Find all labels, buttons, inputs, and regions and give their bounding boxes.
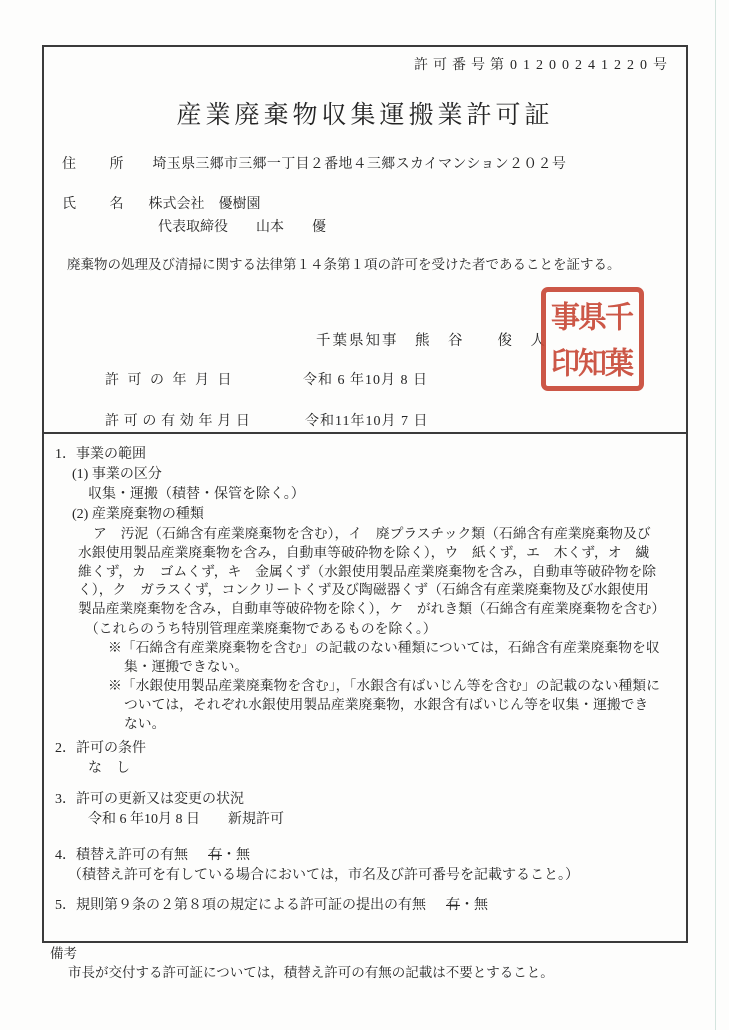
permit-date-label: 許 可 の 年 月 日 bbox=[105, 373, 234, 388]
no-option: 無 bbox=[236, 847, 250, 863]
waste-exclusion-line: （これらのうち特別管理産業廃棄物であるものを除く。） bbox=[85, 620, 437, 636]
remarks-body: 市長が交付する許可証については，積替え許可の有無の記載は不要とすること。 bbox=[68, 965, 554, 980]
section-5-line bbox=[55, 896, 662, 915]
valid-date-label: 許可の有効年月日 bbox=[105, 414, 255, 429]
renewal-status: 新規許可 bbox=[228, 811, 284, 827]
yes-option-struck: 有 bbox=[208, 847, 222, 863]
scan-edge-artifact bbox=[715, 0, 716, 1030]
permit-date-value: 令和 6 年10月 8 日 bbox=[303, 373, 428, 388]
governor-signature-line: 千葉県知事 熊 谷 俊 人 bbox=[316, 333, 547, 349]
permit-date-row bbox=[105, 369, 428, 389]
section-4-line bbox=[55, 846, 662, 865]
renewal-date: 令和 6 年10月 8 日 bbox=[88, 811, 200, 827]
valid-date-row bbox=[105, 410, 429, 430]
address-value: 埼玉県三郷市三郷一丁目２番地４三郷スカイマンション２０２号 bbox=[152, 157, 567, 172]
yesno-separator: ・ bbox=[222, 847, 236, 863]
section-1-1-heading: (1) 事業の区分 bbox=[72, 467, 162, 482]
permit-number-value: 第01200241220号 bbox=[490, 58, 673, 73]
representative-row: 代表取締役 山本 優 bbox=[158, 220, 326, 235]
document-title: 産業廃棄物収集運搬業許可証 bbox=[176, 102, 554, 129]
section-3-body bbox=[88, 810, 662, 829]
section-2-heading: 2．許可の条件 bbox=[55, 740, 146, 756]
name-row bbox=[62, 193, 261, 213]
address-label: 住 所 bbox=[62, 157, 139, 172]
mercury-note: ※「水銀使用製品産業廃棄物を含む」，「水銀含有ばいじん等を含む」の記載のない種類については，それぞれ水銀使用製品産業廃棄物，水銀含有ばいじん等を収集・運搬できない。 bbox=[108, 677, 660, 731]
section-2-body: な し bbox=[88, 760, 130, 776]
asbestos-note: ※「石綿含有産業廃棄物を含む」の記載のない種類については，石綿含有産業廃棄物を収集・運搬できない。 bbox=[108, 639, 660, 674]
section-1-1-body: 収集・運搬（積替・保管を除く。） bbox=[88, 487, 305, 502]
company-name: 株式会社 優樹園 bbox=[148, 197, 261, 212]
governor-seal bbox=[541, 287, 644, 391]
yes-option-struck: 有 bbox=[446, 897, 460, 913]
permit-number-line bbox=[414, 54, 673, 74]
certification-sentence: 廃棄物の処理及び清掃に関する法律第１４条第１項の許可を受けた者であることを証する。 bbox=[67, 257, 621, 272]
section-1-2-heading: (2) 産業廃棄物の種類 bbox=[72, 507, 204, 522]
section-4-heading: 4．積替え許可の有無 bbox=[55, 847, 188, 863]
conditions-section bbox=[42, 432, 688, 941]
permit-number-label: 許可番号 bbox=[414, 58, 490, 73]
seal-column: 事印 bbox=[551, 299, 581, 381]
section-3-heading: 3．許可の更新又は変更の状況 bbox=[55, 791, 244, 807]
section-5-heading: 5．規則第９条の２第８項の規定による許可証の提出の有無 bbox=[55, 897, 426, 913]
address-row bbox=[62, 153, 566, 173]
no-option: 無 bbox=[474, 897, 488, 913]
name-label: 氏 名 bbox=[62, 197, 139, 212]
seal-column: 千葉 bbox=[605, 299, 635, 381]
valid-date-value: 令和11年10月 7 日 bbox=[305, 414, 429, 429]
seal-column: 県知 bbox=[578, 299, 608, 381]
yesno-separator: ・ bbox=[460, 897, 474, 913]
certificate-submission-yesno bbox=[446, 898, 488, 913]
remarks-label: 備考 bbox=[50, 946, 77, 961]
section-1-heading: 1．事業の範囲 bbox=[55, 447, 146, 462]
waste-types-paragraph: ア 汚泥（石綿含有産業廃棄物を含む），イ 廃プラスチック類（石綿含有産業廃棄物及び水銀使用製品産業廃棄物を含み，自動車等破砕物を除く），ウ 紙くず，エ 木くず，オ 繊維くず，カ ゴムくず，キ 金属くず（水銀使用製品産業廃棄物を含み，自動車等破砕物を除く），ク ガラスくず，コンクリートくず及び陶磁器くず（石綿含有産業廃棄物及び水銀使用製品産業廃棄物を含み，自動車等破砕物を除く），ケ がれき類（石綿含有産業廃棄物を含む） bbox=[78, 526, 666, 617]
transfer-permit-yesno bbox=[208, 848, 250, 863]
remarks-section bbox=[42, 941, 688, 985]
section-4-note: （積替え許可を有している場合においては，市名及び許可番号を記載すること。） bbox=[68, 867, 579, 883]
